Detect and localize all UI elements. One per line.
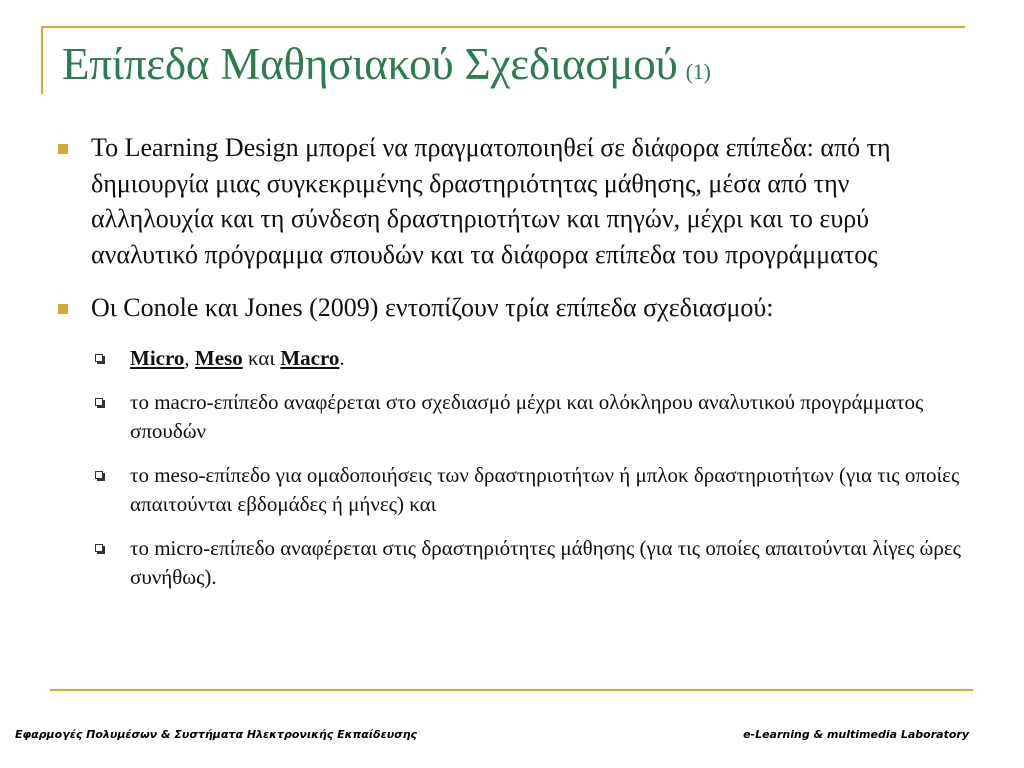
sub-bullet-text: το macro-επίπεδο αναφέρεται στο σχεδιασμό μέχρι και ολόκληρου αναλυτικού προγράμματος σπουδών	[130, 389, 924, 443]
square-bullet-icon	[58, 144, 68, 154]
square-bullet-icon	[58, 304, 68, 314]
slide-content	[56, 130, 976, 607]
slide-title-text: Επίπεδα Μαθησιακού Σχεδιασμού	[62, 39, 678, 89]
footer-rule	[50, 689, 973, 691]
sub-bullet-item	[94, 461, 976, 519]
level-macro: Macro	[280, 345, 340, 370]
level-separator: ,	[184, 345, 190, 370]
level-conjunction: και	[248, 345, 276, 370]
sub-bullet-text: το meso-επίπεδο για ομαδοποιήσεις των δραστηριοτήτων ή μπλοκ δραστηριοτήτων (για τις οποίες απαιτούνται εβδομάδες ή μήνες) και	[130, 462, 960, 516]
sub-bullet-item	[94, 534, 976, 592]
level-micro: Micro	[130, 345, 185, 370]
hollow-square-bullet-icon	[95, 398, 103, 406]
bullet-item	[56, 290, 976, 326]
level-meso: Meso	[194, 345, 243, 370]
footer-course-title: Εφαρμογές Πολυμέσων & Συστήματα Ηλεκτρονικής Εκπαίδευσης	[15, 728, 418, 741]
sub-bullet-text: το micro-επίπεδο αναφέρεται στις δραστηριότητες μάθησης (για τις οποίες απαιτούνται λίγες ώρες συνήθως).	[130, 535, 961, 589]
level-end: .	[339, 345, 345, 370]
title-top-rule	[41, 26, 965, 28]
slide-title	[62, 36, 711, 100]
sub-bullet-item	[94, 344, 976, 373]
sub-bullet-item	[94, 388, 976, 446]
bullet-text: Οι Conole και Jones (2009) εντοπίζουν τρία επίπεδα σχεδιασμού:	[91, 293, 774, 322]
hollow-square-bullet-icon	[95, 544, 103, 552]
title-left-rule	[41, 27, 43, 94]
footer-lab-name: e-Learning & multimedia Laboratory	[743, 728, 969, 741]
slide-title-suffix: (1)	[685, 59, 711, 84]
hollow-square-bullet-icon	[95, 471, 103, 479]
hollow-square-bullet-icon	[95, 354, 103, 362]
bullet-item	[56, 130, 976, 272]
bullet-text: Το Learning Design μπορεί να πραγματοποιηθεί σε διάφορα επίπεδα: από τη δημιουργία μιας συγκεκριμένης δραστηριότητας μάθησης, μέσα από την αλληλουχία και τη σύνδεση δραστηριοτήτων και πηγών, μέχρι και το ευρύ αναλυτικό πρόγραμμα σπουδών και τα διάφορα επίπεδα του προγράμματος	[91, 133, 891, 269]
